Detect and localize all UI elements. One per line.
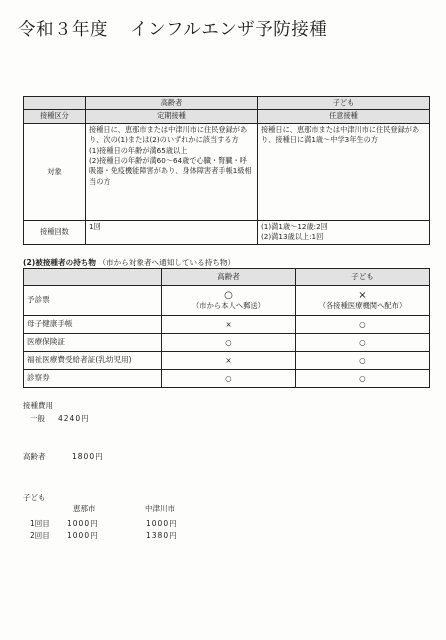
table1-elderly-type: 定期接種 (86, 110, 258, 123)
table1-header-children: 子ども (258, 97, 430, 110)
table2-elderly-mark: ○ (162, 334, 296, 352)
fee-dose1-nakatsugawa: 1000円 (146, 519, 178, 528)
table1-header-elderly: 高齢者 (86, 97, 258, 110)
table2-children-mark: ○ (296, 370, 430, 388)
table2-elderly-cell (162, 286, 296, 316)
table1-category-label: 接種区分 (24, 110, 86, 123)
table1-target-label: 対象 (24, 123, 86, 220)
table2-header-children: 子ども (296, 269, 430, 286)
fee-general-label: 一般 (30, 414, 45, 423)
table1-target-children: 接種日に、恵那市または中津川市に住民登録があり、接種日に満1歳～中学3年生の方 (258, 123, 430, 220)
fee-dose2-label: 2回目 (30, 531, 50, 540)
fee-elderly-label: 高齢者 (23, 452, 46, 461)
fees-heading: 接種費用 (23, 401, 53, 410)
table2-elderly-note: （市から本人へ郵送） (192, 301, 265, 310)
table2-header-elderly: 高齢者 (162, 269, 296, 286)
table2-row (24, 286, 430, 316)
table2-row (24, 334, 430, 352)
table2-children-note: （各接種医療機関へ配布） (318, 301, 407, 310)
belongings-heading (23, 257, 235, 268)
belongings-title: (2)被接種者の持ち物 (23, 258, 96, 267)
fee-children-label: 子ども (23, 493, 46, 502)
fee-dose1-label: 1回目 (30, 519, 50, 528)
belongings-table (23, 268, 430, 388)
fee-elderly-value: 1800円 (72, 452, 104, 461)
table2-row (24, 316, 430, 334)
table2-children-mark: × (358, 290, 367, 301)
table2-item: 医療保険証 (24, 334, 162, 352)
table1-header-sub-row (24, 110, 430, 123)
fee-dose2-nakatsugawa: 1380円 (146, 531, 178, 540)
title-year: 令和３年度 (18, 20, 108, 40)
fee-general-value: 4240円 (58, 414, 90, 423)
table2-row (24, 370, 430, 388)
page-title (18, 16, 327, 41)
eligibility-table (23, 96, 430, 245)
title-name: インフルエンザ予防接種 (130, 20, 328, 40)
table2-children-mark: ○ (296, 316, 430, 334)
table1-target-row (24, 123, 430, 220)
fee-col-ena: 恵那市 (73, 504, 96, 513)
table2-item: 診察券 (24, 370, 162, 388)
table2-row (24, 352, 430, 370)
fee-dose2-ena: 1000円 (67, 531, 99, 540)
table2-corner-cell (24, 269, 162, 286)
table1-children-type: 任意接種 (258, 110, 430, 123)
table1-header-top-row (24, 97, 430, 110)
table2-elderly-mark: ○ (224, 290, 233, 301)
fee-dose1-ena: 1000円 (67, 519, 99, 528)
table1-target-elderly: 接種日に、恵那市または中津川市に住民登録があり、次の(1)または(2)のいずれかに該当する方 (1)接種日の年齢が満65歳以上 (2)接種日の年齢が満60～64歳で心臓・腎臓・呼吸器・免疫機能障害があり、身体障害者手帳1級相当の方 (86, 123, 258, 220)
table2-item: 福祉医療費受給者証(乳幼児用) (24, 352, 162, 370)
table2-item: 予診票 (24, 286, 162, 316)
table2-elderly-mark: × (162, 316, 296, 334)
table1-count-label: 接種回数 (24, 220, 86, 244)
table1-count-children: (1)満1歳～12歳:2回 (2)満13歳以上:1回 (258, 220, 430, 244)
table2-children-cell (296, 286, 430, 316)
table1-count-elderly: 1回 (86, 220, 258, 244)
belongings-note: （市から対象者へ通知している持ち物） (98, 258, 236, 267)
table1-corner-cell (24, 97, 86, 110)
fee-col-nakatsugawa: 中津川市 (145, 504, 175, 513)
table2-children-mark: ○ (296, 352, 430, 370)
table2-children-mark: ○ (296, 334, 430, 352)
table2-elderly-mark: × (162, 352, 296, 370)
table2-header-row (24, 269, 430, 286)
table2-item: 母子健康手帳 (24, 316, 162, 334)
table1-count-row (24, 220, 430, 244)
table2-elderly-mark: ○ (162, 370, 296, 388)
